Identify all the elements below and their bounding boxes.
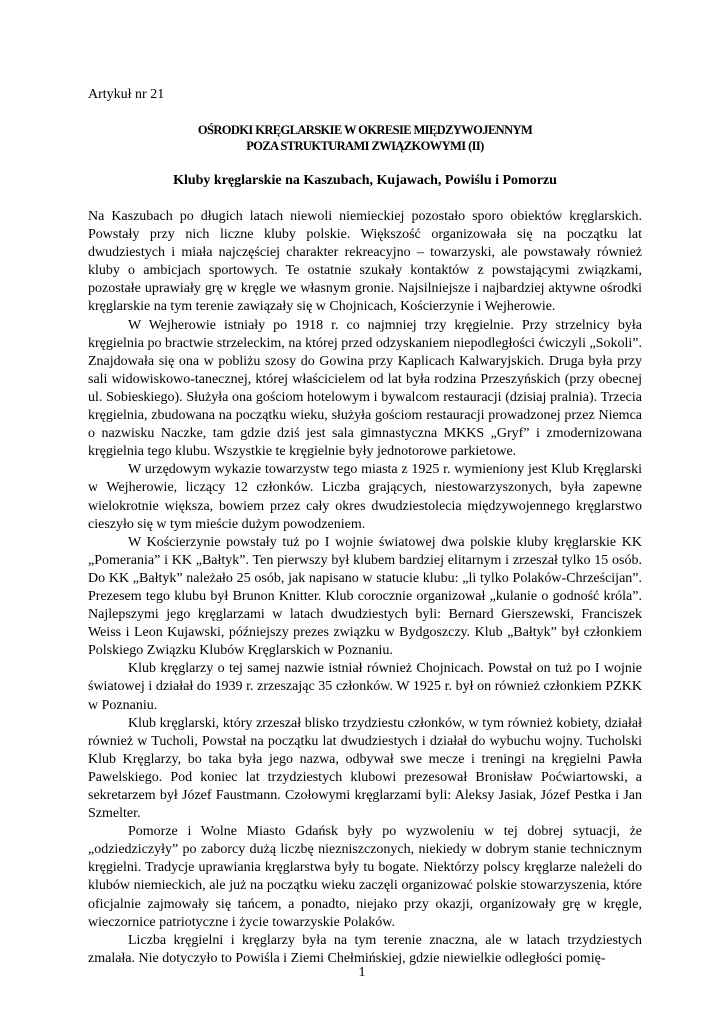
paragraph-koscierzyna: W Kościerzynie powstały tuż po I wojnie światowej dwa polskie kluby kręglarskie KK „Pomerania” i KK „Bałtyk”. Ten pierwszy był klubem bardziej elitarnym i zrzeszał tylko 15 osób. Do KK „Bałtyk” należało 25 osób, jak napisano w statucie klubu: „li tylko Polaków-Chrześcijan”. Prezesem tego klubu był Brunon Knitter. Klub corocznie organizował „kulanie o godność króla”. Najlepszymi jego kręglarzami w latach dwudziestych byli: Bernard Gierszewski, Franciszek Weiss i Leon Kujawski, późniejszy prezes związku w Bydgoszczy. Klub „Bałtyk” był członkiem Polskiego Związku Klubów Kręglarskich w Poznaniu. [88, 534, 642, 659]
article-body [88, 208, 642, 968]
article-title-line-1: OŚRODKI KRĘGLARSKIE W OKRESIE MIĘDZYWOJENNYM [197, 123, 533, 137]
paragraph-kaszuby: Na Kaszubach po długich latach niewoli niemieckiej pozostało sporo obiektów kręglarskich. Powstały przy nich liczne kluby polskie. Większość organizowała się na początku lat dwudziestych i miała najczęściej charakter rekreacyjno – towarzyski, ale powstawały również kluby o ambicjach sportowych. Te ostatnie szukały kontaktów z powstającymi związkami, pozostałe uprawiały grę w kręgle we własnym gronie. Najsilniejsze i najbardziej aktywne ośrodki kręglarskie na tym terenie zawiązały się w Chojnicach, Kościerzynie i Wejherowie. [88, 209, 642, 315]
document-page [88, 86, 642, 968]
article-subtitle: Kluby kręglarskie na Kaszubach, Kujawach, Powiślu i Pomorzu [173, 173, 557, 188]
page-number: 1 [358, 965, 366, 980]
paragraph-chojnice: Klub kręglarzy o tej samej nazwie istniał również Chojnicach. Powstał on tuż po I wojnie światowej i działał do 1939 r. zrzeszając 35 członków. W 1925 r. był on również członkiem PZKK w Poznaniu. [88, 661, 642, 713]
article-title [88, 122, 642, 154]
paragraph-tuchola: Klub kręglarski, który zrzeszał blisko trzydziestu członków, w tym również kobiety, działał również w Tucholi, Powstał na początku lat dwudziestych i działał do wybuchu wojny. Tucholski Klub Kręglarzy, bo taka była jego nazwa, odbywał swe mecze i treningi na kręgielni Pawła Pawelskiego. Pod koniec lat trzydziestych klubowi prezesował Bronisław Poćwiartowski, a sekretarzem był Józef Faustmann. Czołowymi kręglarzami byli: Aleksy Jasiak, Józef Pestka i Jan Szmelter. [88, 715, 642, 822]
paragraph-wejherowo-bowling-alleys: W Wejherowie istniały po 1918 r. co najmniej trzy kręgielnie. Przy strzelnicy była kręgielnia po bractwie strzeleckim, na której przed odzyskaniem niepodległości ćwiczyli „Sokoli”. Znajdowała się ona w pobliżu szosy do Gowina przy Kaplicach Kalwaryjskich. Druga była przy sali widowiskowo-tanecznej, której właścicielem od lat była rodzina Przeszyńskich (przy obecnej ul. Sobieskiego). Służyła ona gościom hotelowym i bywalcom restauracji (dzisiaj pralnia). Trzecia kręgielnia, zbudowana na początku wieku, służyła gościom restauracji prowadzonej przez Niemca o nazwisku Naczke, tam gdzie dziś jest sala gimnastyczna MKKS „Gryf” i zmodernizowana kręgielnia tego klubu. Wszystkie te kręgielnie były jednotorowe parkietowe. [88, 317, 642, 460]
paragraph-pomorze-gdansk: Pomorze i Wolne Miasto Gdańsk były po wyzwoleniu w tej dobrej sytuacji, że „odziedziczyły” po zaborcy dużą liczbę niezniszczonych, niekiedy w dobrym stanie technicznym kręgielni. Tradycje uprawiania kręglarstwa były tu bogate. Niektórzy polscy kręglarze należeli do klubów niemieckich, ale już na początku wieku zaczęli organizować polskie stowarzyszenia, które oficjalnie zajmowały się tańcem, a ponadto, niejako przy okazji, organizowały grę w kręgle, wieczornice patriotyczne i życie towarzyskie Polaków. [88, 824, 642, 930]
article-label: Artykuł nr 21 [88, 87, 165, 102]
article-title-line-2: POZA STRUKTURAMI ZWIĄZKOWYMI (II) [246, 139, 484, 153]
paragraph-powisle: Liczba kręgielni i kręglarzy była na tym terenie znaczna, ale w latach trzydziestych zmalała. Nie dotyczyło to Powiśla i Ziemi Chełmińskiej, gdzie niewielkie odległości pomię- [88, 932, 642, 966]
paragraph-wejherowo-registry: W urzędowym wykazie towarzystw tego miasta z 1925 r. wymieniony jest Klub Kręglarski w Wejherowie, liczący 12 członków. Liczba grających, niestowarzyszonych, była zapewne wielokrotnie większa, bowiem przez cały okres dwudziestolecia międzywojennego kręglarstwo cieszyło się w tym mieście dużym powodzeniem. [88, 462, 642, 532]
